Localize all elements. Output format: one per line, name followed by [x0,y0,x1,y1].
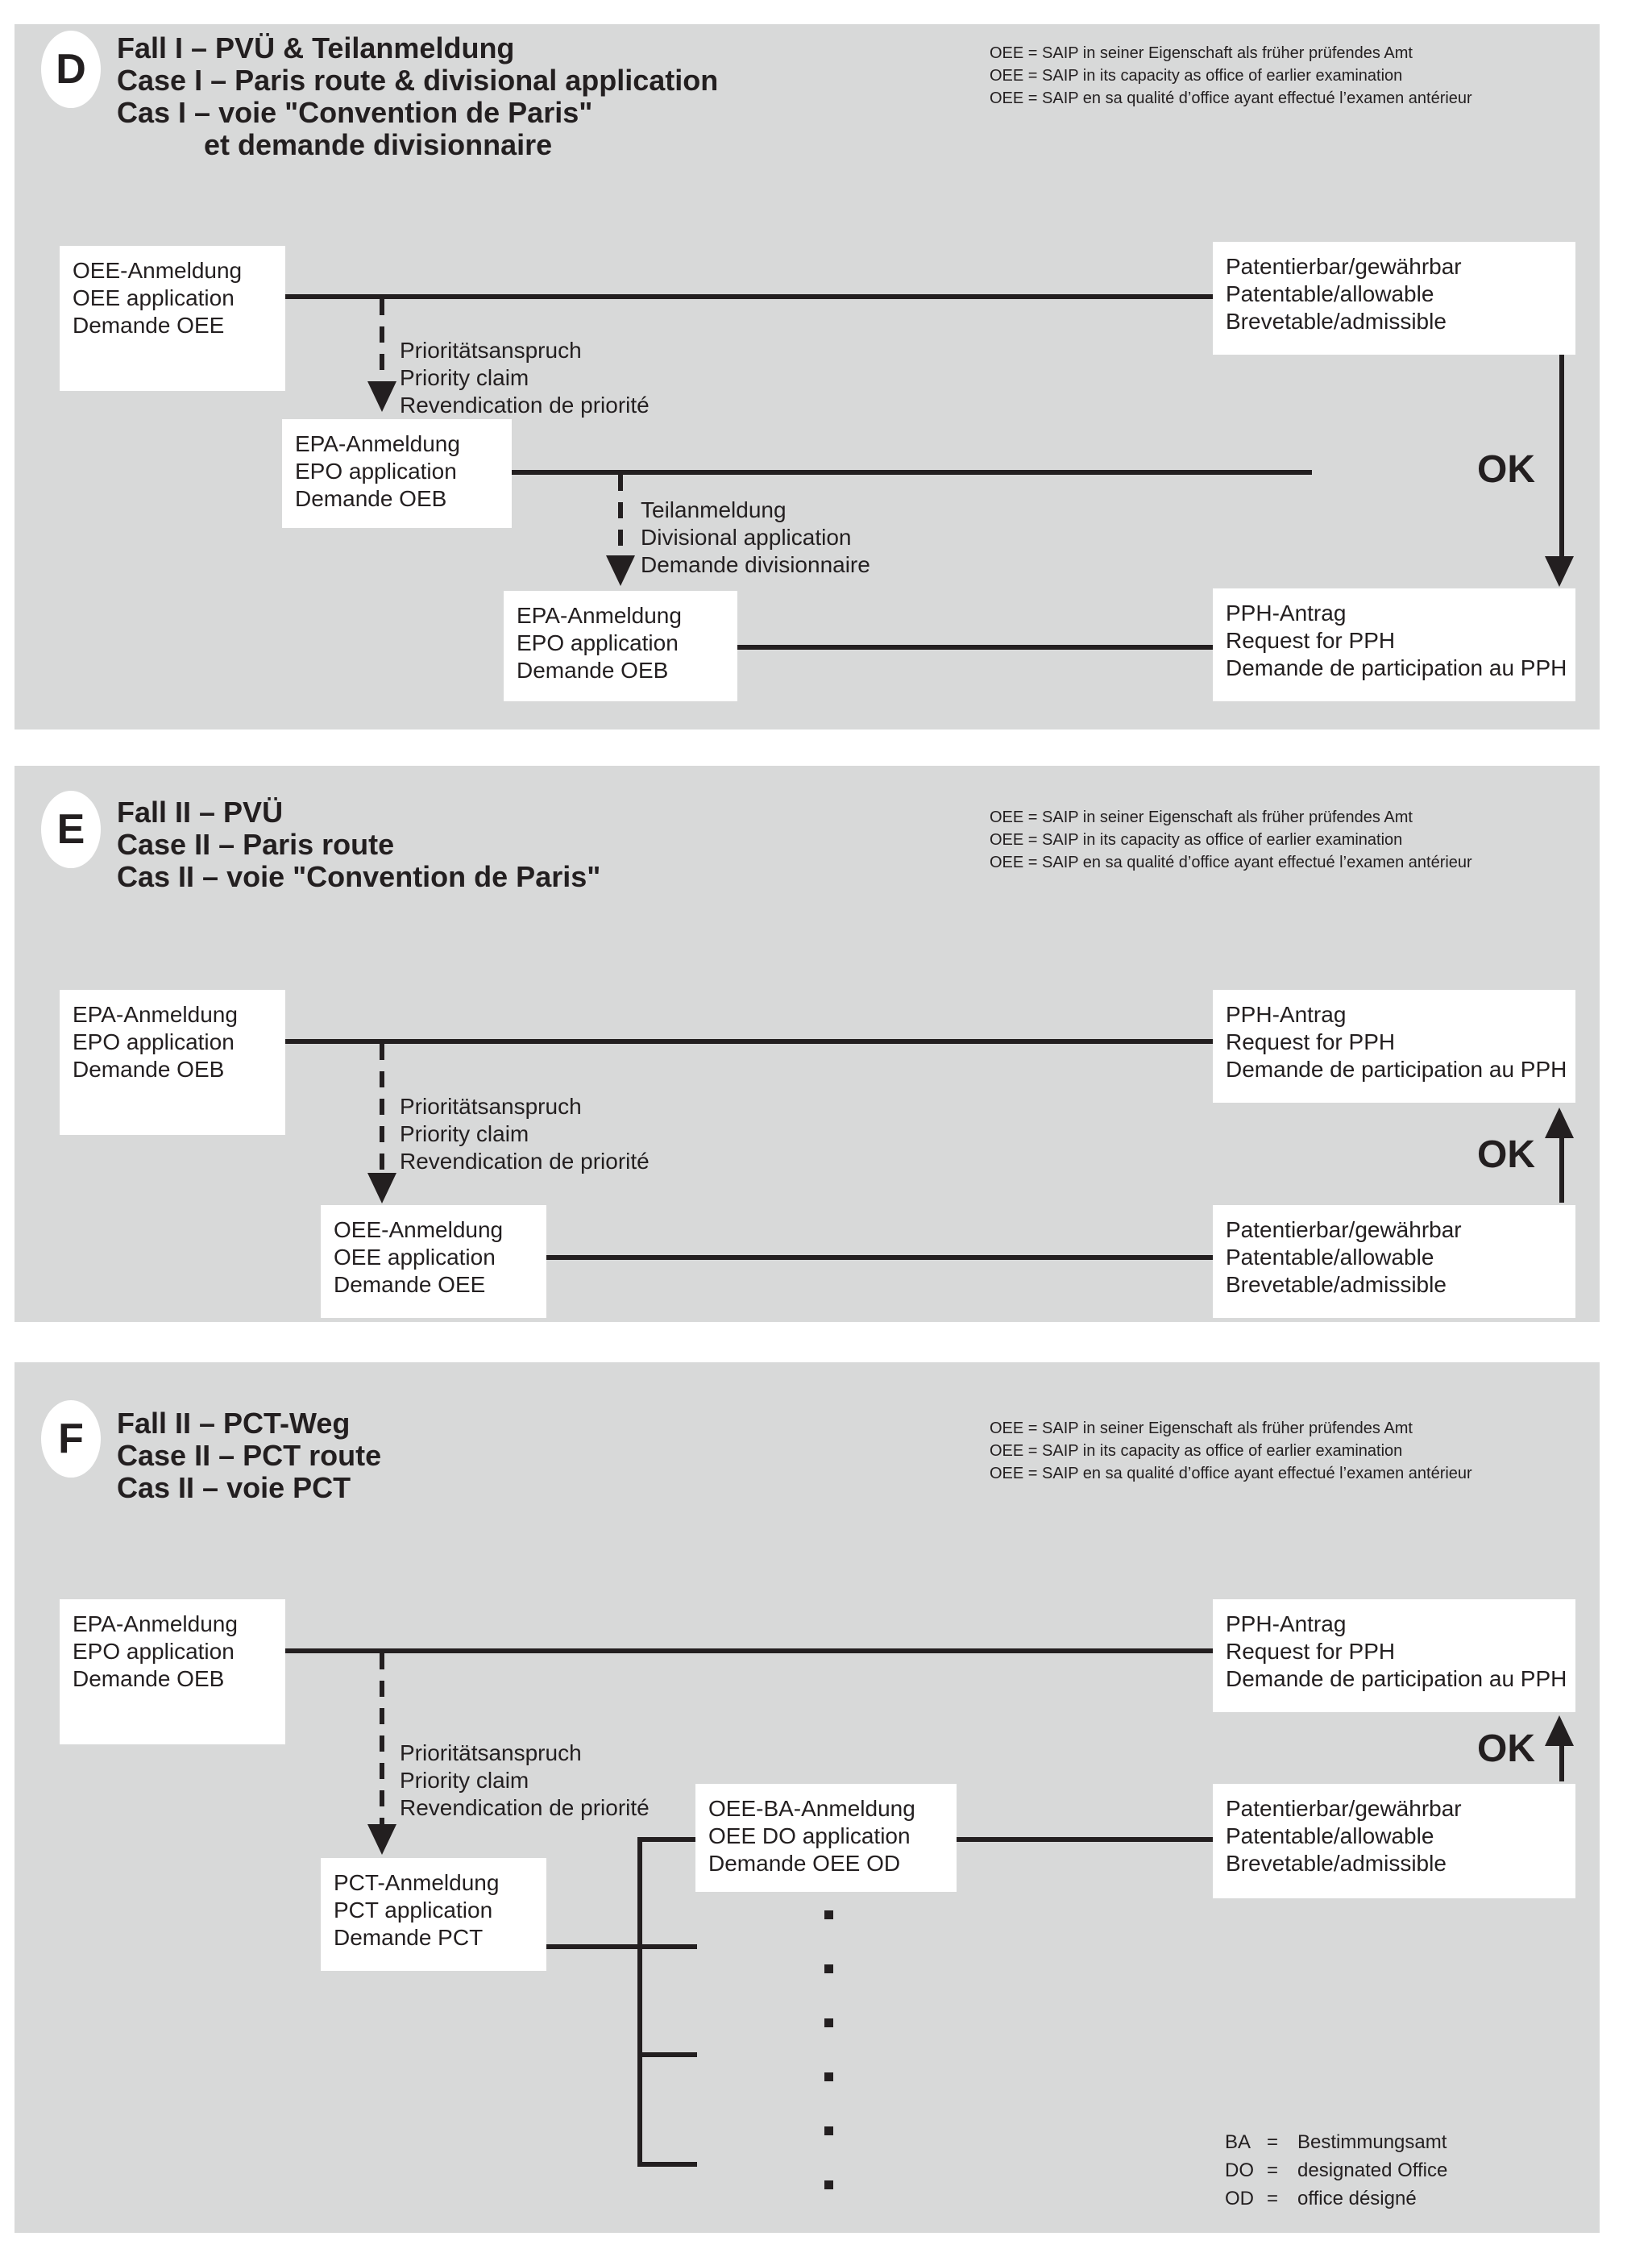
box-patentable-e [1213,1205,1575,1318]
branch-stub-3 [640,2162,697,2167]
priority-claim-label-d-fr: Revendication de priorité [400,393,650,418]
box-line: OEE application [334,1245,496,1270]
box-line: EPA-Anmeldung [295,431,460,456]
oee-legend-line-fr: OEE = SAIP en sa qualité d’office ayant effectué l’examen antérieur [990,854,1472,871]
priority-claim-arrow-shaft-e [380,1044,384,1173]
oee-definition-legend-f [990,1417,1472,1485]
box-line: Demande PCT [334,1925,484,1950]
box-line: PCT application [334,1898,493,1923]
connector-divisional-to-pph [737,645,1213,650]
box-line: Patentable/allowable [1226,281,1434,306]
panel-f-title [117,1407,381,1504]
abbr: DO [1225,2159,1254,2181]
box-line: EPO application [73,1029,235,1054]
priority-claim-label-d-de: Prioritätsanspruch [400,338,582,363]
panel-d-title-line-1: Fall I – PVÜ & Teilanmeldung [117,31,515,64]
box-oee-application-e [321,1205,546,1318]
priority-claim-label-e-de: Prioritätsanspruch [400,1094,582,1119]
box-line: Request for PPH [1226,628,1396,653]
box-epo-application-f [60,1599,285,1744]
oee-legend-line-fr: OEE = SAIP en sa qualité d’office ayant effectué l’examen antérieur [990,1465,1472,1482]
box-line: Demande OEE OD [708,1851,901,1876]
panel-d-title-line-2: Case I – Paris route & divisional application [117,64,719,97]
connector-epo-to-pph-e [285,1039,1213,1044]
oee-legend-line-de: OEE = SAIP in seiner Eigenschaft als früher prüfendes Amt [990,44,1413,62]
priority-claim-label-d-en: Priority claim [400,365,529,390]
ok-label-f: OK [1477,1727,1535,1770]
box-line: Patentierbar/gewährbar [1226,254,1462,279]
panel-d-title [117,32,718,161]
box-line: OEE-Anmeldung [334,1217,504,1242]
priority-claim-label-f-de: Prioritätsanspruch [400,1740,582,1765]
box-pct-application-f [321,1858,546,1971]
box-line: PPH-Antrag [1226,1002,1347,1027]
more-offices-dot-2 [824,1964,833,1973]
equals-sign: = [1267,2131,1279,2153]
box-patentable-f [1213,1784,1575,1898]
equals-sign: = [1267,2188,1279,2209]
box-line: Brevetable/admissible [1226,1851,1447,1876]
box-line: EPO application [517,630,679,655]
panel-f-title-line-1: Fall II – PCT-Weg [117,1407,351,1440]
box-epo-application-d1 [282,419,512,528]
case-badge-e-letter: E [56,806,85,853]
panel-f-title-line-3: Cas II – voie PCT [117,1471,351,1504]
divisional-arrowhead-d [606,555,635,586]
ok-arrowhead-f [1545,1715,1574,1746]
box-pph-request-e [1213,990,1575,1103]
divisional-label-d [641,497,870,579]
box-line: EPA-Anmeldung [73,1611,238,1636]
box-line: OEE application [73,285,235,310]
oee-legend-line-en: OEE = SAIP in its capacity as office of earlier examination [990,831,1403,849]
box-line: Patentierbar/gewährbar [1226,1217,1462,1242]
box-line: EPO application [73,1639,235,1664]
box-line: OEE DO application [708,1823,911,1848]
priority-claim-arrowhead-d [367,381,396,412]
box-line: PPH-Antrag [1226,601,1347,626]
case-badge-f-letter: F [58,1415,84,1462]
box-patentable-d [1213,242,1575,355]
priority-claim-label-d [400,337,650,419]
panel-e-title-line-1: Fall II – PVÜ [117,796,284,829]
priority-claim-label-f-en: Priority claim [400,1768,529,1793]
case-badge-d [41,31,101,108]
abbr: OD [1225,2188,1254,2209]
box-line: Request for PPH [1226,1029,1396,1054]
box-line: EPA-Anmeldung [517,603,682,628]
box-line: Request for PPH [1226,1639,1396,1664]
ok-label-e: OK [1477,1133,1535,1176]
case-badge-d-letter: D [56,46,86,93]
connector-epo-application-d [512,470,1312,475]
box-line: Demande OEB [517,658,669,683]
definition: Bestimmungsamt [1297,2131,1447,2153]
equals-sign: = [1267,2159,1279,2181]
case-badge-e [41,791,101,868]
box-epo-application-e [60,990,285,1135]
ok-arrowhead-d [1545,556,1574,587]
more-offices-dot-6 [824,2180,833,2189]
definition: designated Office [1297,2159,1448,2181]
priority-claim-arrow-shaft-d [380,299,384,381]
box-line: Demande OEB [73,1057,225,1082]
box-line: Brevetable/admissible [1226,309,1447,334]
box-line: OEE-BA-Anmeldung [708,1796,915,1821]
box-line: OEE-Anmeldung [73,258,243,283]
priority-claim-label-f [400,1740,650,1822]
box-line: EPO application [295,459,457,484]
priority-claim-arrowhead-e [367,1173,396,1203]
more-offices-dot-5 [824,2126,833,2135]
oee-legend-line-de: OEE = SAIP in seiner Eigenschaft als früher prüfendes Amt [990,1420,1413,1437]
panel-d-title-line-4: et demande divisionnaire [204,128,553,161]
box-oee-do-application-f [695,1784,957,1892]
connector-epo-to-pph-f [285,1648,1213,1653]
panel-e [15,766,1600,1322]
box-line: PPH-Antrag [1226,1611,1347,1636]
case-badge-f [41,1400,101,1478]
divisional-label-d-en: Divisional application [641,525,852,550]
box-line: Demande OEE [334,1272,486,1297]
abbr: BA [1225,2131,1251,2153]
ok-arrow-shaft-d [1559,355,1564,556]
box-line: Patentierbar/gewährbar [1226,1796,1462,1821]
branch-stub-2 [640,2052,697,2057]
oee-legend-line-en: OEE = SAIP in its capacity as office of earlier examination [990,67,1403,85]
panel-d-title-line-3: Cas I – voie "Convention de Paris" [117,96,593,129]
box-pph-request-d [1213,588,1575,701]
branch-line-designated-offices [637,1837,642,2167]
designated-office-legend-row-2 [1225,2156,1447,2184]
box-line: Demande OEE [73,313,225,338]
designated-office-legend-row-1 [1225,2128,1447,2156]
panel-f-title-line-2: Case II – PCT route [117,1439,382,1472]
box-line: Demande OEB [73,1666,225,1691]
more-offices-dot-3 [824,2018,833,2027]
box-line: Brevetable/admissible [1226,1272,1447,1297]
box-line: EPA-Anmeldung [73,1002,238,1027]
oee-legend-line-de: OEE = SAIP in seiner Eigenschaft als früher prüfendes Amt [990,809,1413,826]
box-line: Demande de participation au PPH [1226,1666,1567,1691]
priority-claim-label-e [400,1093,650,1175]
designated-office-legend [1225,2128,1447,2213]
ok-label-d: OK [1477,448,1535,491]
panel-e-title [117,796,600,893]
priority-claim-arrowhead-f [367,1824,396,1855]
divisional-arrow-shaft-d [618,475,623,555]
box-line: Demande de participation au PPH [1226,655,1567,680]
connector-oee-to-patentable [285,294,1213,299]
box-pph-request-f [1213,1599,1575,1712]
priority-claim-label-f-fr: Revendication de priorité [400,1795,650,1820]
connector-pct-to-branch [546,1944,697,1949]
oee-definition-legend-e [990,806,1472,874]
box-epo-application-d2-divisional [504,591,737,701]
panel-e-title-line-3: Cas II – voie "Convention de Paris" [117,860,601,893]
oee-definition-legend-d [990,42,1472,110]
priority-claim-label-e-fr: Revendication de priorité [400,1149,650,1174]
ok-arrow-shaft-f [1559,1746,1564,1781]
panel-e-title-line-2: Case II – Paris route [117,828,395,861]
designated-office-legend-row-3 [1225,2184,1447,2213]
more-offices-dot-1 [824,1910,833,1919]
box-line: Demande de participation au PPH [1226,1057,1567,1082]
oee-legend-line-en: OEE = SAIP in its capacity as office of earlier examination [990,1442,1403,1460]
priority-claim-label-e-en: Priority claim [400,1121,529,1146]
divisional-label-d-de: Teilanmeldung [641,497,787,522]
box-line: Patentable/allowable [1226,1823,1434,1848]
priority-claim-arrow-shaft-f [380,1653,384,1824]
ok-arrowhead-e [1545,1108,1574,1138]
ok-arrow-shaft-e [1559,1138,1564,1203]
box-line: Patentable/allowable [1226,1245,1434,1270]
oee-legend-line-fr: OEE = SAIP en sa qualité d’office ayant effectué l’examen antérieur [990,89,1472,107]
divisional-label-d-fr: Demande divisionnaire [641,552,870,577]
definition: office désigné [1297,2188,1417,2209]
box-oee-application-d [60,246,285,391]
more-offices-dot-4 [824,2072,833,2081]
box-line: PCT-Anmeldung [334,1870,500,1895]
box-line: Demande OEB [295,486,447,511]
panel-d [15,24,1600,730]
connector-oee-to-patentable-e [546,1255,1213,1260]
panel-f [15,1362,1600,2233]
